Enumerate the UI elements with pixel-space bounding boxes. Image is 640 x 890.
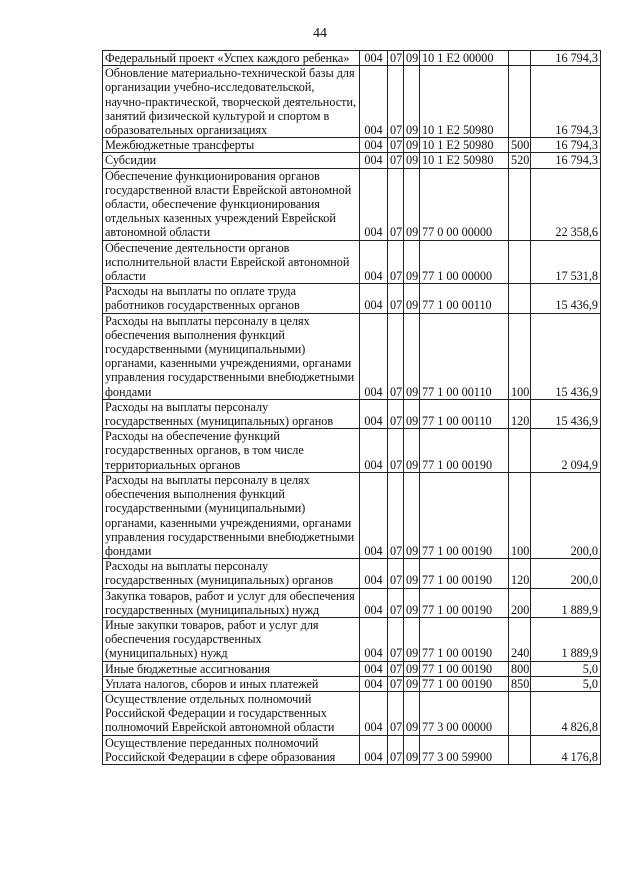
subsection-code: 09	[404, 51, 420, 66]
ministry-code: 004	[360, 472, 388, 558]
expense-type-code	[509, 284, 531, 313]
section-code: 07	[388, 240, 404, 284]
amount: 17 531,8	[531, 240, 601, 284]
amount: 15 436,9	[531, 399, 601, 428]
section-code: 07	[388, 284, 404, 313]
page-number: 44	[313, 26, 327, 41]
subsection-code: 09	[404, 691, 420, 735]
section-code: 07	[388, 313, 404, 399]
table-row	[103, 399, 601, 428]
subsection-code: 09	[404, 66, 420, 138]
table-row	[103, 691, 601, 735]
expense-type-code: 240	[509, 617, 531, 661]
target-article-code: 10 1 E2 50980	[420, 138, 509, 153]
subsection-code: 09	[404, 399, 420, 428]
expense-type-code	[509, 240, 531, 284]
amount: 15 436,9	[531, 284, 601, 313]
target-article-code: 10 1 E2 50980	[420, 153, 509, 168]
target-article-code: 77 3 00 00000	[420, 691, 509, 735]
ministry-code: 004	[360, 168, 388, 240]
section-code: 07	[388, 138, 404, 153]
subsection-code: 09	[404, 588, 420, 617]
target-article-code: 77 1 00 00110	[420, 284, 509, 313]
target-article-code: 10 1 E2 50980	[420, 66, 509, 138]
expense-type-code: 120	[509, 399, 531, 428]
subsection-code: 09	[404, 153, 420, 168]
table-row	[103, 735, 601, 764]
section-code: 07	[388, 735, 404, 764]
ministry-code: 004	[360, 399, 388, 428]
ministry-code: 004	[360, 153, 388, 168]
section-code: 07	[388, 153, 404, 168]
table-row	[103, 676, 601, 691]
subsection-code: 09	[404, 559, 420, 588]
target-article-code: 77 0 00 00000	[420, 168, 509, 240]
section-code: 07	[388, 661, 404, 676]
expense-type-code: 200	[509, 588, 531, 617]
table-row	[103, 51, 601, 66]
amount: 16 794,3	[531, 153, 601, 168]
section-code: 07	[388, 676, 404, 691]
table-row	[103, 588, 601, 617]
section-code: 07	[388, 617, 404, 661]
subsection-code: 09	[404, 735, 420, 764]
ministry-code: 004	[360, 313, 388, 399]
row-name: Осуществление отдельных полномочий Российской Федерации и государственных полномочий Еврейской автономной области	[103, 691, 360, 735]
table-row	[103, 138, 601, 153]
table-row	[103, 284, 601, 313]
amount: 4 826,8	[531, 691, 601, 735]
table-row	[103, 66, 601, 138]
ministry-code: 004	[360, 735, 388, 764]
amount: 2 094,9	[531, 429, 601, 473]
section-code: 07	[388, 168, 404, 240]
table-row	[103, 313, 601, 399]
subsection-code: 09	[404, 138, 420, 153]
target-article-code: 77 1 00 00110	[420, 399, 509, 428]
ministry-code: 004	[360, 284, 388, 313]
subsection-code: 09	[404, 472, 420, 558]
amount: 16 794,3	[531, 66, 601, 138]
ministry-code: 004	[360, 676, 388, 691]
target-article-code: 77 1 00 00190	[420, 588, 509, 617]
row-name: Расходы на выплаты персоналу в целях обеспечения выполнения функций государственными (муниципальными) органами, казенными учреждениями, органами управления государственными внебюджетными фондами	[103, 313, 360, 399]
expense-type-code: 100	[509, 472, 531, 558]
expense-type-code: 120	[509, 559, 531, 588]
section-code: 07	[388, 588, 404, 617]
amount: 4 176,8	[531, 735, 601, 764]
row-name: Субсидии	[103, 153, 360, 168]
row-name: Обеспечение функционирования органов государственной власти Еврейской автономной области, обеспечение функционирования отдельных казенных учреждений Еврейской автономной области	[103, 168, 360, 240]
budget-table	[102, 50, 601, 765]
table-row	[103, 472, 601, 558]
section-code: 07	[388, 429, 404, 473]
target-article-code: 77 1 00 00110	[420, 313, 509, 399]
section-code: 07	[388, 691, 404, 735]
row-name: Обновление материально-технической базы для организации учебно-исследовательской, научно-практической, творческой деятельности, занятий физической культурой и спортом в образовательных организациях	[103, 66, 360, 138]
target-article-code: 77 1 00 00190	[420, 472, 509, 558]
amount: 16 794,3	[531, 51, 601, 66]
ministry-code: 004	[360, 429, 388, 473]
target-article-code: 10 1 E2 00000	[420, 51, 509, 66]
expense-type-code	[509, 66, 531, 138]
amount: 5,0	[531, 676, 601, 691]
amount: 1 889,9	[531, 617, 601, 661]
expense-type-code	[509, 429, 531, 473]
section-code: 07	[388, 559, 404, 588]
amount: 5,0	[531, 661, 601, 676]
table-row	[103, 240, 601, 284]
target-article-code: 77 1 00 00190	[420, 559, 509, 588]
row-name: Расходы на выплаты персоналу государственных (муниципальных) органов	[103, 399, 360, 428]
ministry-code: 004	[360, 691, 388, 735]
subsection-code: 09	[404, 168, 420, 240]
row-name: Федеральный проект «Успех каждого ребенка»	[103, 51, 360, 66]
subsection-code: 09	[404, 429, 420, 473]
row-name: Расходы на выплаты персоналу государственных (муниципальных) органов	[103, 559, 360, 588]
table-row	[103, 617, 601, 661]
ministry-code: 004	[360, 240, 388, 284]
target-article-code: 77 1 00 00190	[420, 617, 509, 661]
subsection-code: 09	[404, 676, 420, 691]
section-code: 07	[388, 472, 404, 558]
expense-type-code: 500	[509, 138, 531, 153]
expense-type-code: 520	[509, 153, 531, 168]
row-name: Расходы на выплаты по оплате труда работников государственных органов	[103, 284, 360, 313]
target-article-code: 77 1 00 00190	[420, 429, 509, 473]
subsection-code: 09	[404, 284, 420, 313]
row-name: Межбюджетные трансферты	[103, 138, 360, 153]
expense-type-code	[509, 735, 531, 764]
table-row	[103, 661, 601, 676]
ministry-code: 004	[360, 138, 388, 153]
section-code: 07	[388, 66, 404, 138]
expense-type-code: 850	[509, 676, 531, 691]
ministry-code: 004	[360, 661, 388, 676]
amount: 200,0	[531, 472, 601, 558]
amount: 1 889,9	[531, 588, 601, 617]
expense-type-code	[509, 691, 531, 735]
table-row	[103, 168, 601, 240]
subsection-code: 09	[404, 617, 420, 661]
section-code: 07	[388, 399, 404, 428]
ministry-code: 004	[360, 617, 388, 661]
ministry-code: 004	[360, 559, 388, 588]
expense-type-code: 100	[509, 313, 531, 399]
row-name: Уплата налогов, сборов и иных платежей	[103, 676, 360, 691]
row-name: Расходы на обеспечение функций государственных органов, в том числе территориальных органов	[103, 429, 360, 473]
ministry-code: 004	[360, 66, 388, 138]
amount: 16 794,3	[531, 138, 601, 153]
row-name: Осуществление переданных полномочий Российской Федерации в сфере образования	[103, 735, 360, 764]
row-name: Закупка товаров, работ и услуг для обеспечения государственных (муниципальных) нужд	[103, 588, 360, 617]
table-row	[103, 429, 601, 473]
row-name: Иные бюджетные ассигнования	[103, 661, 360, 676]
table-row	[103, 153, 601, 168]
target-article-code: 77 1 00 00000	[420, 240, 509, 284]
target-article-code: 77 1 00 00190	[420, 676, 509, 691]
subsection-code: 09	[404, 240, 420, 284]
row-name: Расходы на выплаты персоналу в целях обеспечения выполнения функций государственными (муниципальными) органами, казенными учреждениями, органами управления государственными внебюджетными фондами	[103, 472, 360, 558]
table-row	[103, 559, 601, 588]
ministry-code: 004	[360, 51, 388, 66]
amount: 15 436,9	[531, 313, 601, 399]
target-article-code: 77 3 00 59900	[420, 735, 509, 764]
expense-type-code	[509, 51, 531, 66]
amount: 22 358,6	[531, 168, 601, 240]
subsection-code: 09	[404, 661, 420, 676]
ministry-code: 004	[360, 588, 388, 617]
row-name: Иные закупки товаров, работ и услуг для обеспечения государственных (муниципальных) нужд	[103, 617, 360, 661]
row-name: Обеспечение деятельности органов исполнительной власти Еврейской автономной области	[103, 240, 360, 284]
target-article-code: 77 1 00 00190	[420, 661, 509, 676]
section-code: 07	[388, 51, 404, 66]
amount: 200,0	[531, 559, 601, 588]
subsection-code: 09	[404, 313, 420, 399]
expense-type-code: 800	[509, 661, 531, 676]
expense-type-code	[509, 168, 531, 240]
